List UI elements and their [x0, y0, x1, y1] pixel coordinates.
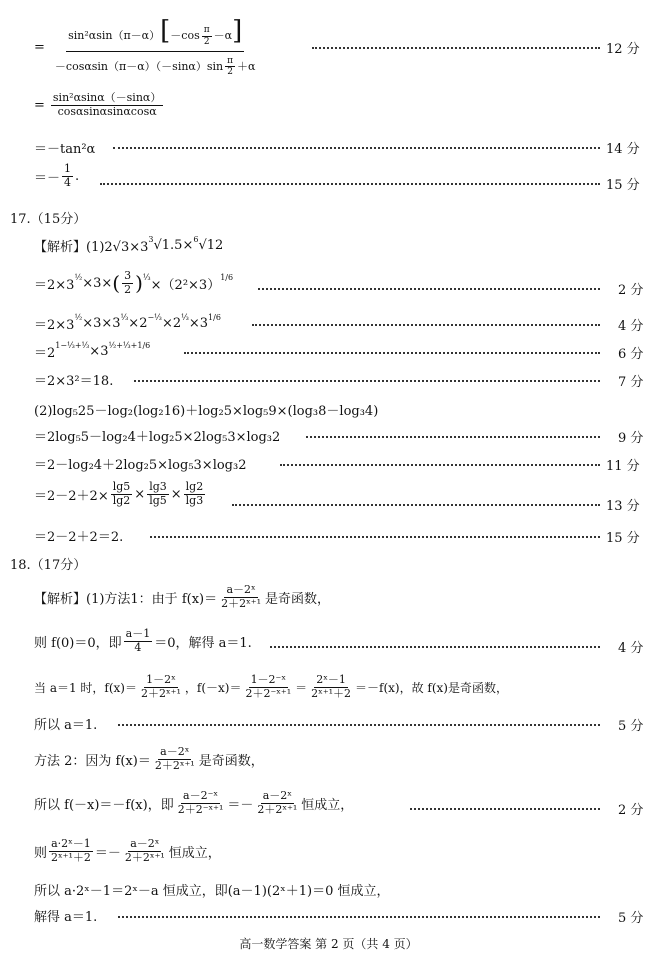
eq-line-12: = sin²αsin（π－α）[－cos $\frac{\pi}{2}$ －α] －cosαsin（π－α）（－sinα）sin $\frac{\pi}{2}$ ＋α	[34, 16, 256, 78]
eq-line-13: = $\frac{\text{sin²αsinα（－sinα）}}{\cos\alpha\sin\alpha\sin\alpha\cos\alpha}$	[34, 91, 162, 118]
dots-17-6	[184, 352, 600, 354]
score-18-5b: 5 分	[618, 911, 644, 926]
dots-12	[312, 47, 600, 49]
dots-14	[113, 147, 600, 149]
score-18-4: 4 分	[618, 641, 644, 656]
q18-line-6: 所以 f(－x)＝－f(x)，即 $\frac{\text{a－2⁻ˣ}}{\text{2＋2⁻ˣ⁺¹}}$ ＝－ $\frac{\text{a－2ˣ}}{\text{2＋2ˣ⁺¹}}$ 恒成立，	[34, 789, 354, 816]
q17-line-9: ＝2－2＋2× $\frac{\lg 5}{\lg 2}$ × $\frac{\lg 3}{\lg 5}$ × $\frac{\lg 2}{\lg 3}$	[34, 480, 204, 507]
score-18-2: 2 分	[618, 803, 644, 818]
question-17-heading: 17.（15分）	[10, 212, 87, 227]
q18-line-8: 所以 a·2ˣ－1＝2ˣ－a 恒成立，即(a－1)(2ˣ＋1)＝0 恒成立，	[34, 884, 390, 899]
q17-line-2: ＝2×3 ½ ×3× ( $\frac{3}{2}$ ) ⅓ ×（2²×3） 1/6	[34, 269, 234, 296]
fraction-lg3-lg5: $\frac{\lg 3}{\lg 5}$	[149, 480, 167, 507]
q18-line-9: 解得 a＝1.	[34, 910, 98, 925]
question-18-heading: 18.（17分）	[10, 558, 87, 573]
fraction-lg2-lg3: $\frac{\lg 2}{\lg 3}$	[185, 480, 204, 507]
dots-17-4	[252, 324, 600, 326]
dots-17-15	[150, 536, 600, 538]
q18-line-3: 当 a＝1 时，f(x)＝ $\frac{\text{1－2ˣ}}{\text{2＋2ˣ⁺¹}}$ ，f(－x)＝ $\frac{\text{1－2⁻ˣ}}{\text{2＋2⁻ˣ⁺¹}}$ ＝ $\frac{\text{2ˣ－1}}{\text{2ˣ⁺¹＋2}}$ ＝－f(x)，故 f(x)是奇函数，	[34, 673, 508, 700]
q18-line-7: 则 $\frac{\text{a·2ˣ－1}}{\text{2ˣ⁺¹＋2}}$ ＝－ $\frac{\text{a－2ˣ}}{\text{2＋2ˣ⁺¹}}$ 恒成立，	[34, 837, 221, 864]
dots-17-7	[134, 380, 600, 382]
q17-line-9-prefix: ＝2－2＋2×	[34, 488, 109, 504]
score-17-7: 7 分	[618, 375, 644, 390]
dots-17-2	[258, 288, 600, 290]
q17-line-8: ＝2－log₂4＋2log₂5×log₅3×log₃2	[34, 458, 247, 473]
eq-line-15: ＝－ $\frac{1}{4}$ .	[34, 162, 80, 189]
score-12: 12 分	[606, 42, 640, 57]
score-17-2: 2 分	[618, 283, 644, 298]
dots-17-11	[280, 464, 600, 466]
q17-line-10: ＝2－2＋2＝2.	[34, 530, 124, 545]
q17-line-4: ＝2 1−⅓+⅓ ×3 ½+⅓+1/6	[34, 341, 151, 361]
q18-line-5: 方法 2：因为 f(x)＝ $\frac{\text{a－2ˣ}}{\text{2＋2ˣ⁺¹}}$ 是奇函数，	[34, 745, 264, 772]
dots-15	[100, 183, 600, 185]
score-15: 15 分	[606, 178, 640, 193]
score-18-5: 5 分	[618, 719, 644, 734]
score-17-4: 4 分	[618, 319, 644, 334]
q17-line-3: ＝2×3 ½ ×3×3 ⅓ ×2 −⅓ ×2 ⅓ ×3 1/6	[34, 313, 221, 333]
score-17-6: 6 分	[618, 347, 644, 362]
dots-17-13	[232, 504, 600, 506]
q18-line-1: 【解析】(1)方法1：由于 f(x)＝ $\frac{\text{a－2ˣ}}{\text{2＋2ˣ⁺¹}}$ 是奇函数，	[34, 583, 330, 610]
score-17-15: 15 分	[606, 531, 640, 546]
dots-18-5	[118, 724, 600, 726]
dots-18-2	[410, 808, 600, 810]
page-footer: 高一数学答案 第 2 页（共 4 页）	[239, 937, 418, 951]
dots-17-9	[306, 436, 600, 438]
q17-line-5: ＝2×3²＝18.	[34, 374, 114, 389]
q17-line-6: (2)log₅25－log₂(log₂16)＋log₂5×log₅9×(log₃8－log₃4)	[34, 404, 379, 419]
q18-line-2: 则 f(0)＝0，即 $\frac{a-1}{4}$ ＝0，解得 a＝1.	[34, 627, 252, 654]
fraction-lg5-lg2: $\frac{\lg 5}{\lg 2}$	[112, 480, 131, 507]
score-17-11: 11 分	[606, 459, 640, 474]
score-17-9: 9 分	[618, 431, 644, 446]
dots-18-5b	[118, 916, 600, 918]
score-14: 14 分	[606, 142, 640, 157]
q17-line-1: 【解析】(1)2√3×3 3 √1.5× 6 √12	[34, 235, 224, 255]
score-17-13: 13 分	[606, 499, 640, 514]
dots-18-4	[270, 646, 600, 648]
eq-line-14: ＝－tan²α	[34, 142, 96, 157]
q17-line-7: ＝2log₅5－log₂4＋log₂5×2log₅3×log₃2	[34, 430, 281, 445]
q18-line-4: 所以 a＝1.	[34, 718, 98, 733]
